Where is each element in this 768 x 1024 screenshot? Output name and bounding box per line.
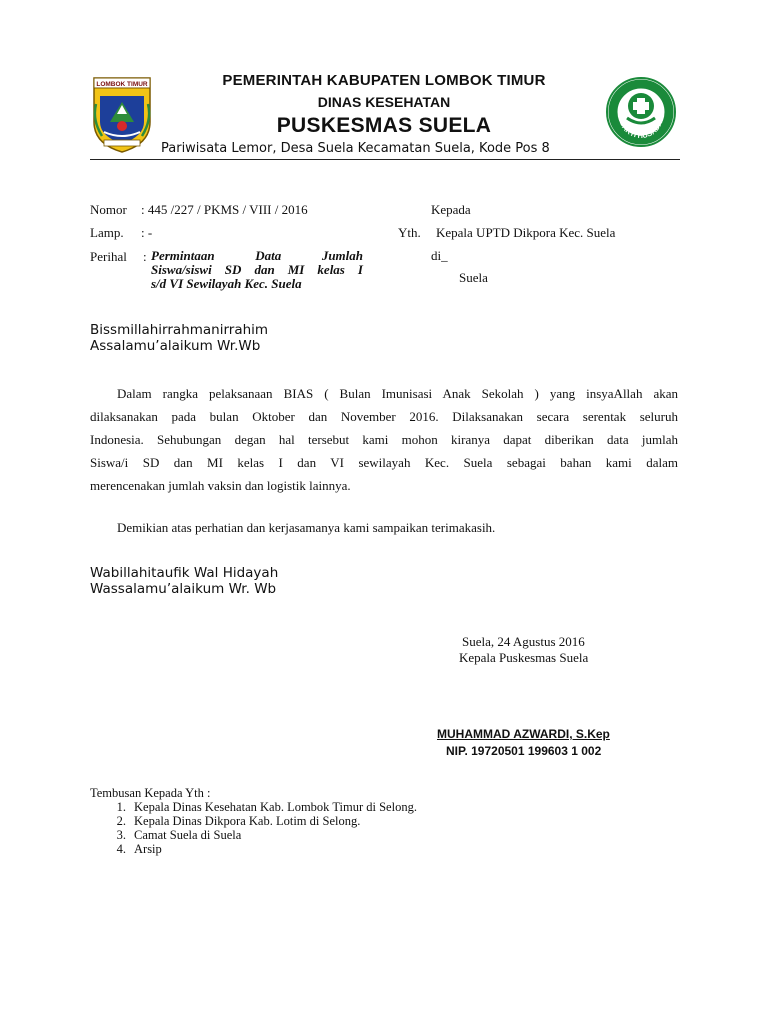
salutation-assalamu: Assalamu’alaikum Wr.Wb bbox=[90, 338, 261, 354]
tembusan-item-number: 2. bbox=[116, 814, 126, 828]
lamp-label: Lamp. bbox=[90, 225, 124, 240]
perihal-subject bbox=[151, 249, 363, 291]
body-line: merencenakan jumlah vaksin dan logistik lainnya. bbox=[90, 478, 351, 493]
body-line: Dalam rangka pelaksanaan BIAS ( Bulan Imunisasi Anak Sekolah ) yang insyaAllah akan bbox=[117, 386, 678, 401]
tembusan-item-text: Camat Suela di Suela bbox=[134, 828, 242, 842]
letterhead-address-box bbox=[161, 141, 605, 161]
perihal-label: Perihal bbox=[90, 249, 127, 264]
letterhead-department: DINAS KESEHATAN bbox=[317, 94, 451, 110]
salutation-bismillah: Bissmillahirrahmanirrahim bbox=[90, 322, 269, 338]
recipient-di: di_ bbox=[431, 248, 448, 263]
signature-title: Kepala Puskesmas Suela bbox=[459, 650, 589, 665]
perihal-line: Siswa/siswi SD dan MI kelas I bbox=[151, 262, 363, 277]
letterhead-divider bbox=[90, 159, 680, 160]
body-paragraph-2: Demikian atas perhatian dan kerjasamanya kami sampaikan terimakasih. bbox=[117, 520, 496, 535]
body-line: Siswa/i SD dan MI kelas I dan VI sewilayah Kec. Suela sebagai bahan kami dalam bbox=[90, 455, 678, 470]
signature-name: MUHAMMAD AZWARDI, S.Kep bbox=[437, 727, 610, 741]
signature-place-date: Suela, 24 Agustus 2016 bbox=[462, 634, 585, 649]
nomor-label: Nomor bbox=[90, 202, 127, 217]
perihal-colon: : bbox=[143, 249, 147, 264]
recipient-kepada: Kepada bbox=[431, 202, 471, 217]
tembusan-item-text: Kepala Dinas Kesehatan Kab. Lombok Timur di Selong. bbox=[134, 800, 417, 814]
letterhead-address: Pariwisata Lemor, Desa Suela Kecamatan Suela, Kode Pos 8 bbox=[161, 141, 550, 156]
body-line: dilaksanakan pada bulan Oktober dan November 2016. Dilaksanakan secara serentak seluruh bbox=[90, 409, 678, 424]
tembusan-item-text: Arsip bbox=[134, 842, 162, 856]
letterhead-government: PEMERINTAH KABUPATEN LOMBOK TIMUR bbox=[222, 72, 546, 89]
tembusan-item-number: 3. bbox=[116, 828, 126, 842]
tembusan-heading: Tembusan Kepada Yth : bbox=[90, 786, 211, 800]
recipient-yth-label: Yth. bbox=[398, 225, 421, 240]
perihal-line: s/d VI Sewilayah Kec. Suela bbox=[151, 276, 302, 291]
body-paragraph-1 bbox=[90, 382, 678, 497]
recipient-place: Suela bbox=[459, 270, 488, 285]
tembusan-item-number: 1. bbox=[116, 800, 126, 814]
perihal-line: Permintaan Data Jumlah bbox=[151, 248, 363, 263]
letterhead-institution: PUSKESMAS SUELA bbox=[276, 114, 492, 137]
nomor-value: : 445 /227 / PKMS / VIII / 2016 bbox=[141, 202, 308, 217]
logo-right-label: BAKTI HUSADA bbox=[617, 119, 665, 141]
tembusan-item-number: 4. bbox=[116, 842, 126, 856]
logo-left-label: LOMBOK TIMUR bbox=[96, 81, 148, 88]
lamp-value: : - bbox=[141, 225, 153, 240]
recipient-name: Kepala UPTD Dikpora Kec. Suela bbox=[436, 225, 616, 240]
closing-wassalamu: Wassalamu’alaikum Wr. Wb bbox=[90, 581, 277, 597]
tembusan-item-text: Kepala Dinas Dikpora Kab. Lotim di Selong. bbox=[134, 814, 361, 828]
body-line: Indonesia. Sehubungan degan hal tersebut kami mohon kiranya dapat diberikan data jumlah bbox=[90, 432, 678, 447]
closing-wabillahi: Wabillahitaufik Wal Hidayah bbox=[90, 565, 279, 581]
signature-nip: NIP. 19720501 199603 1 002 bbox=[446, 744, 602, 758]
